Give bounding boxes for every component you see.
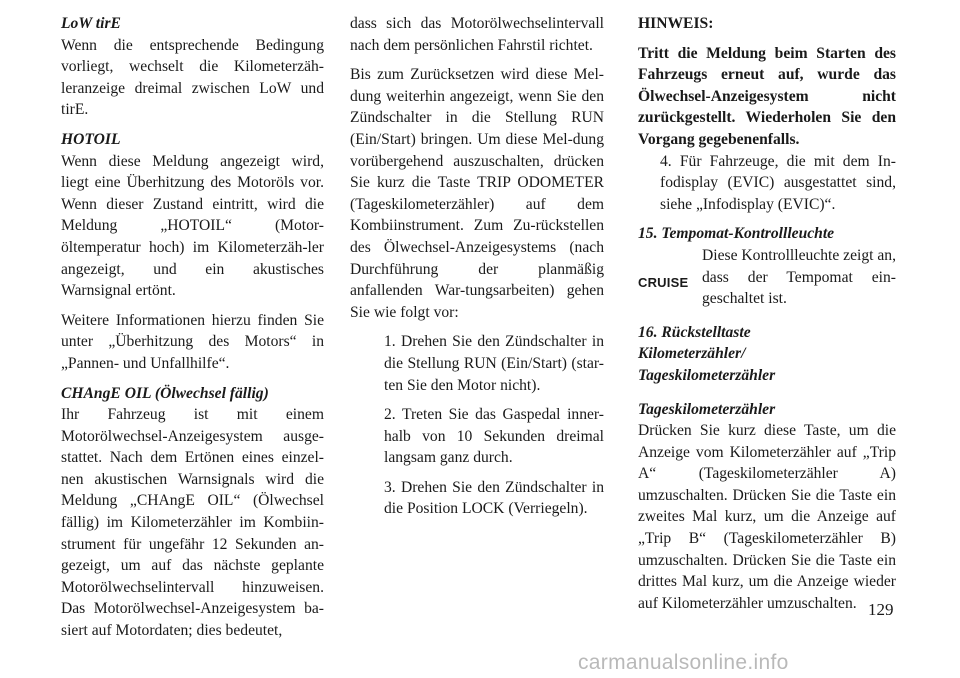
reset-paragraph: Bis zum Zurücksetzen wird diese Mel-dung weiterhin angezeigt, wenn Sie den Zündschalter in die Stellung RUN (Ein/Start) bringen. Um diese Mel-dung vorübergehend auszuschalten, drücken Sie kurz die Taste TRIP ODOMETER (Tageskilometerzähler) auf dem Kombiinstrument. Zum Zu-rückstellen des Ölwechsel-Anzeigesystems (nach Durchführung der planmäßig anfallenden War-tungsarbeiten) gehen Sie wie folgt vor: bbox=[350, 66, 604, 321]
cruise-section bbox=[638, 245, 896, 310]
page-number: 129 bbox=[868, 600, 894, 619]
low-tire-heading: LoW tirE bbox=[61, 15, 121, 32]
hotoil-body: Wenn diese Meldung angezeigt wird, liegt eine Überhitzung des Motoröls vor. Wenn dieser Zustand eintritt, wird die Meldung „HOTOIL“ (Motor-öltemperatur hoch) im Kilometerzäh-ler angezeigt, und ein akustisches Warnsignal ertönt. bbox=[61, 152, 324, 300]
trip-subheading: Tageskilometerzähler bbox=[638, 400, 776, 418]
step-1: 1. Drehen Sie den Zündschalter in die Stellung RUN (Ein/Start) (star-ten Sie den Motor nicht). bbox=[384, 333, 604, 394]
note-heading: HINWEIS: bbox=[638, 15, 714, 32]
watermark: carmanualsonline.info bbox=[578, 651, 789, 674]
trip-heading-line-3: Tageskilometerzähler bbox=[638, 366, 776, 384]
column-1 bbox=[61, 13, 324, 642]
continuation-paragraph: dass sich das Motorölwechselintervall nach dem persönlichen Fahrstil richtet. bbox=[350, 15, 604, 54]
cruise-body: Diese Kontrollleuchte zeigt an, dass der Tempomat ein-geschaltet ist. bbox=[702, 246, 896, 308]
cruise-indicator-icon: CRUISE bbox=[638, 274, 689, 290]
step-4: 4. Für Fahrzeuge, die mit dem In-fodisplay (EVIC) ausgestattet sind, siehe „Infodisplay (EVIC)“. bbox=[660, 152, 896, 213]
step-3: 3. Drehen Sie den Zündschalter in die Position LOCK (Verriegeln). bbox=[384, 478, 604, 518]
low-tire-body: Wenn die entsprechende Bedingung vorliegt, wechselt die Kilometerzäh-leranzeige dreimal zwischen LoW und tirE. bbox=[61, 36, 324, 119]
more-info-paragraph: Weitere Informationen hierzu finden Sie unter „Überhitzung des Motors“ in „Pannen- und Unfallhilfe“. bbox=[61, 311, 324, 372]
cruise-heading: 15. Tempomat-Kontrollleuchte bbox=[638, 225, 835, 243]
trip-heading-line-1: 16. Rückstelltaste bbox=[638, 323, 751, 341]
hotoil-heading: HOTOIL bbox=[61, 130, 121, 148]
change-oil-body: Ihr Fahrzeug ist mit einem Motorölwechsel-Anzeigesystem ausge-stattet. Nach dem Ertönen eines einzel-nen akustischen Warnsignals wird die Meldung „CHAngE OIL“ (Ölwechsel fällig) im Kilometerzähler im Kombiin-strument für ungefähr 12 Sekunden an-gezeigt, um auf das nächste geplante Motorölwechselintervall hinzuweisen. Das Motorölwechsel-Anzeigesystem ba-siert auf Motordaten; dies bedeutet, bbox=[61, 406, 324, 640]
column-2 bbox=[350, 13, 604, 520]
column-3 bbox=[638, 13, 896, 614]
change-oil-heading: CHAngE OIL (Ölwechsel fällig) bbox=[61, 384, 269, 402]
trip-body: Drücken Sie kurz diese Taste, um die Anzeige vom Kilometerzähler auf „Trip A“ (Tageskilometerzähler A) umzuschalten. Drücken Sie die Taste ein zweites Mal kurz, um die Anzeige auf „Trip B“ (Tageskilometerzähler B) umzuschalten. Drücken Sie die Taste ein drittes Mal kurz, um die Anzeige wieder auf Kilometerzähler umzuschalten. bbox=[638, 422, 896, 612]
note-body: Tritt die Meldung beim Starten des Fahrzeugs erneut auf, wurde das Ölwechsel-Anzeigesystem nicht zurückgestellt. Wiederholen Sie den Vorgang gegebenenfalls. bbox=[638, 44, 896, 148]
trip-heading-line-2: Kilometerzähler/ bbox=[638, 345, 746, 363]
step-2: 2. Treten Sie das Gaspedal inner-halb von 10 Sekunden dreimal langsam ganz durch. bbox=[384, 406, 604, 467]
